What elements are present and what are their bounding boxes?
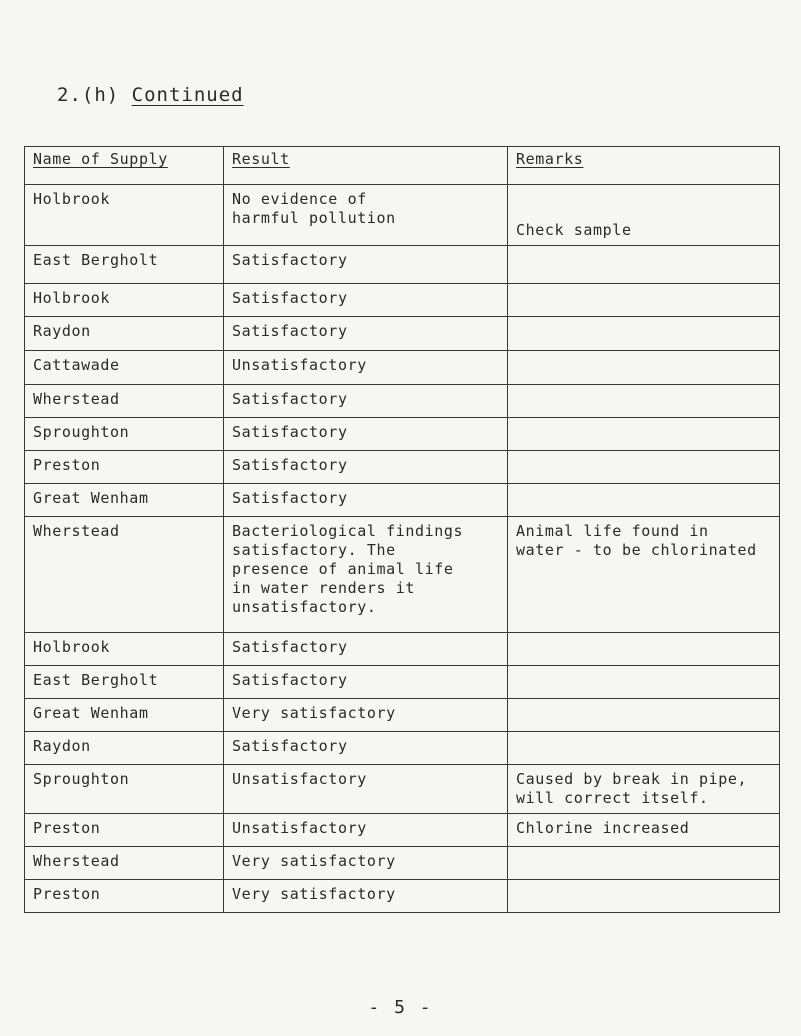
supply-name-cell: Holbrook	[25, 284, 224, 317]
supply-name-cell: Great Wenham	[25, 699, 224, 732]
result-cell: Satisfactory	[224, 317, 508, 351]
remarks-cell	[508, 484, 780, 517]
result-cell: Satisfactory	[224, 418, 508, 451]
supply-name-cell: Sproughton	[25, 765, 224, 814]
table-row	[25, 666, 780, 699]
result-cell: Unsatisfactory	[224, 351, 508, 385]
water-supply-table	[24, 146, 780, 913]
result-cell: Satisfactory	[224, 451, 508, 484]
remarks-cell	[508, 317, 780, 351]
table-row	[25, 847, 780, 880]
table-row	[25, 814, 780, 847]
table-header-row	[25, 147, 780, 185]
remarks-cell	[508, 246, 780, 284]
column-header-name: Name of Supply	[25, 147, 224, 185]
supply-name-cell: East Bergholt	[25, 666, 224, 699]
table-row	[25, 185, 780, 246]
remarks-cell: Check sample	[508, 185, 780, 246]
result-cell: Unsatisfactory	[224, 765, 508, 814]
remarks-cell	[508, 633, 780, 666]
remarks-cell	[508, 284, 780, 317]
supply-name-cell: Holbrook	[25, 185, 224, 246]
section-heading	[57, 84, 244, 106]
remarks-cell	[508, 418, 780, 451]
result-cell: Satisfactory	[224, 246, 508, 284]
table-row	[25, 284, 780, 317]
supply-name-cell: Holbrook	[25, 633, 224, 666]
table-row	[25, 246, 780, 284]
remarks-cell	[508, 666, 780, 699]
table-row	[25, 418, 780, 451]
table-row	[25, 880, 780, 913]
supply-name-cell: Cattawade	[25, 351, 224, 385]
table-row	[25, 484, 780, 517]
remarks-cell	[508, 699, 780, 732]
remarks-cell	[508, 451, 780, 484]
result-cell: Very satisfactory	[224, 880, 508, 913]
supply-name-cell: Wherstead	[25, 385, 224, 418]
result-cell: Unsatisfactory	[224, 814, 508, 847]
supply-name-cell: Preston	[25, 451, 224, 484]
column-header-remarks: Remarks	[508, 147, 780, 185]
supply-name-cell: Preston	[25, 814, 224, 847]
table-row	[25, 351, 780, 385]
remarks-cell	[508, 732, 780, 765]
table-body	[25, 185, 780, 913]
remarks-cell	[508, 351, 780, 385]
column-header-result: Result	[224, 147, 508, 185]
remarks-cell	[508, 847, 780, 880]
table-row	[25, 451, 780, 484]
result-cell: Satisfactory	[224, 633, 508, 666]
result-cell: Satisfactory	[224, 666, 508, 699]
table-row	[25, 517, 780, 633]
supply-name-cell: Sproughton	[25, 418, 224, 451]
supply-name-cell: Raydon	[25, 732, 224, 765]
supply-name-cell: Preston	[25, 880, 224, 913]
supply-name-cell: East Bergholt	[25, 246, 224, 284]
supply-name-cell: Great Wenham	[25, 484, 224, 517]
result-cell: No evidence of harmful pollution	[224, 185, 508, 246]
page-number: - 5 -	[368, 997, 433, 1018]
result-cell: Satisfactory	[224, 484, 508, 517]
result-cell: Very satisfactory	[224, 699, 508, 732]
table-row	[25, 633, 780, 666]
result-cell: Bacteriological findings satisfactory. The presence of animal life in water renders it unsatisfactory.	[224, 517, 508, 633]
remarks-cell: Caused by break in pipe, will correct itself.	[508, 765, 780, 814]
continued-label: Continued	[131, 84, 244, 106]
supply-name-cell: Raydon	[25, 317, 224, 351]
table-row	[25, 699, 780, 732]
remarks-cell: Animal life found in water - to be chlorinated	[508, 517, 780, 633]
table-row	[25, 385, 780, 418]
section-number: 2.(h)	[57, 84, 120, 106]
remarks-cell	[508, 385, 780, 418]
remarks-cell: Chlorine increased	[508, 814, 780, 847]
result-cell: Very satisfactory	[224, 847, 508, 880]
remarks-cell	[508, 880, 780, 913]
table-row	[25, 732, 780, 765]
table-row	[25, 317, 780, 351]
result-cell: Satisfactory	[224, 284, 508, 317]
result-cell: Satisfactory	[224, 385, 508, 418]
supply-name-cell: Wherstead	[25, 517, 224, 633]
table-row	[25, 765, 780, 814]
supply-name-cell: Wherstead	[25, 847, 224, 880]
result-cell: Satisfactory	[224, 732, 508, 765]
